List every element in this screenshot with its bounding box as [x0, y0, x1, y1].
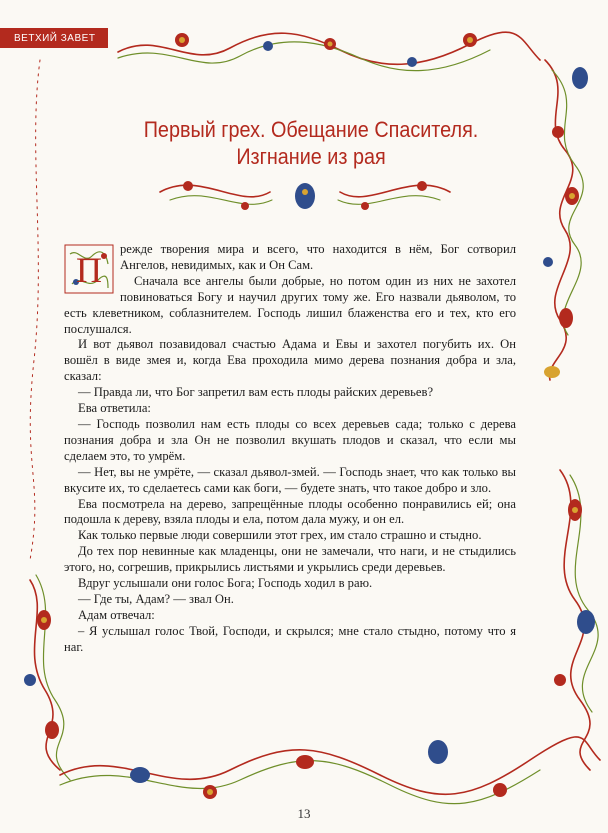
dropcap-letter: П [76, 250, 102, 290]
chapter-text [64, 242, 516, 656]
paragraph: – Я услышал голос Твой, Господи, и скрылся; мне стало стыдно, потому что я наг. [64, 623, 516, 654]
page-number: 13 [297, 806, 311, 821]
paragraph: Как только первые люди совершили этот грех, им стало страшно и стыдно. [78, 528, 482, 543]
dropcap-ornament [64, 244, 114, 294]
paragraph: Сначала все ангелы были добрые, но потом один из них не захотел повиноваться Богу и научил других тому же. Его назвали дьяволом, то есть клеветником, соблазнителем. Господь лишил блаженства его и тех, кто его послушался. [64, 273, 516, 336]
paragraph: режде творения мира и всего, что находится в нём, Бог сотворил Ангелов, невидимых, как и Он Сам. [120, 242, 516, 272]
paragraph: Ева ответила: [78, 401, 151, 416]
paragraph: — Где ты, Адам? — звал Он. [78, 591, 234, 606]
chapter-title [118, 116, 505, 170]
paragraph: Адам отвечал: [78, 607, 155, 622]
paragraph: До тех пор невинные как младенцы, они не замечали, что наги, и не стыдились этого, но, согрешив, прикрылись листьями и укрылись среди деревьев. [64, 544, 516, 575]
chapter-title-line-2: Изгнание из рая [236, 144, 386, 169]
paragraph: Вдруг услышали они голос Бога; Господь ходил в раю. [78, 576, 373, 591]
paragraph: И вот дьявол позавидовал счастью Адама и Евы и захотел погубить их. Он вошёл в виде змея и, когда Ева проходила мимо дерева познания добра и зла, сказал: [64, 337, 516, 384]
paragraph: Ева посмотрела на дерево, запрещённые плоды особенно понравились ей; она подошла к дереву, взяла плоды и ела, потом дала мужу, и он ел. [64, 496, 516, 527]
paragraph: — Господь позволил нам есть плоды со всех деревьев сада; только с дерева познания добра и зла Он не позволил вкушать плодов и сказал, что если мы сделаем это, то умрём. [64, 416, 516, 463]
chapter-title-line-1: Первый грех. Обещание Спасителя. [143, 117, 479, 142]
paragraph: — Нет, вы не умрёте, — сказал дьявол-змей. — Господь знает, что как только вы вкусите их, то сделаетесь сами как боги, — будете знать, что такое добро и зло. [64, 464, 516, 495]
paragraph: — Правда ли, что Бог запретил вам есть плоды райских деревьев? [78, 385, 434, 400]
running-head: ВЕТХИЙ ЗАВЕТ [0, 28, 108, 48]
